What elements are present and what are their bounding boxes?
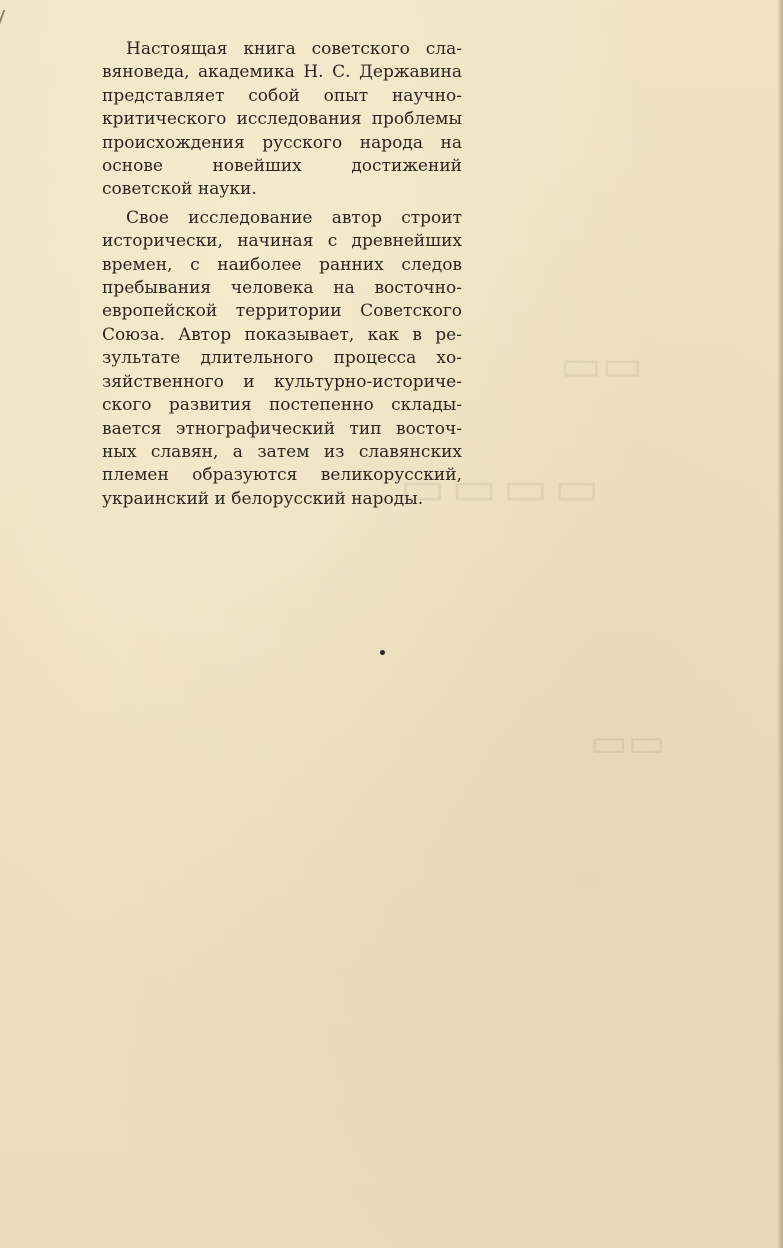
bleed-through-shadow: ▭▭ xyxy=(560,340,644,391)
bleed-through-shadow: ▭▭▭▭ xyxy=(400,460,606,516)
page-corner-mark xyxy=(0,10,13,28)
book-annotation xyxy=(102,38,462,511)
ink-dot xyxy=(380,650,385,655)
bleed-through-shadow: ▭▭ xyxy=(590,720,666,766)
page-edge-shadow xyxy=(777,0,783,1248)
annotation-paragraph: Свое исследование автор строит исторически, начиная с древнейших времен, с наиболее ранних следов пребывания человека на восточноевропейской территории Советского Союза. Автор показывает, как в результате длительного процесса хозяйственного и культурно-исторического развития постепенно складывается этнографический тип восточных славян, а затем из славянских племен образуются великорусский, украинский и белорусский народы. xyxy=(102,207,462,509)
annotation-paragraph: Настоящая книга советского славяноведа, академика Н. С. Державина представляет собой опыт научно-критического исследования проблемы происхождения русского народа на основе новейших достижений советской науки. xyxy=(102,39,462,200)
